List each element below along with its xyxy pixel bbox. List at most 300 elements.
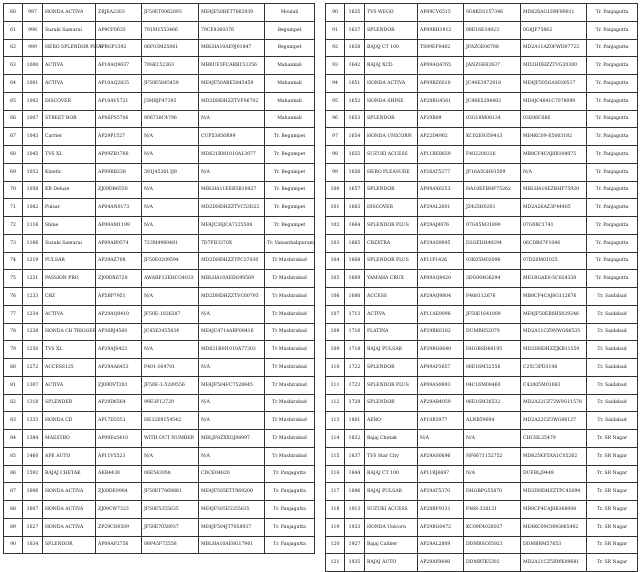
engine-number: N/A bbox=[142, 288, 199, 306]
chassis-number: 07D20M01025 bbox=[521, 252, 587, 270]
engine-number: 906730C4796 bbox=[142, 110, 199, 128]
record-number: 998 bbox=[23, 21, 43, 39]
table-row bbox=[326, 376, 638, 394]
police-station: Tr Mushirabad bbox=[265, 288, 315, 306]
police-station: Tr Mushirabad bbox=[265, 447, 315, 465]
chassis-number: DDMBRM57653 bbox=[521, 536, 587, 554]
chassis-number: 06CDB07F1046 bbox=[521, 234, 587, 252]
record-number: 1318 bbox=[23, 394, 43, 412]
serial-number: 76 bbox=[4, 288, 23, 306]
registration-number: AP22D4902 bbox=[418, 128, 464, 146]
serial-number: 93 bbox=[326, 57, 345, 75]
engine-number: J3MBJF47392 bbox=[142, 92, 199, 110]
vehicle-make: HONDA ACTIVA bbox=[43, 4, 96, 22]
record-number: 1927 bbox=[345, 536, 365, 554]
police-station: Tr. Saidabad bbox=[587, 376, 638, 394]
chassis-number: N/A bbox=[199, 394, 265, 412]
vehicle-make: BAJAJ CHETAK bbox=[43, 465, 96, 483]
record-number: 1635 bbox=[345, 4, 365, 22]
table-row bbox=[326, 430, 638, 448]
registration-number: TS09EF0402 bbox=[418, 39, 464, 57]
vehicle-make: SPLENDER bbox=[43, 394, 96, 412]
police-station: Tr. Panjagutta bbox=[587, 110, 638, 128]
police-station: Mahankali bbox=[265, 92, 315, 110]
vehicle-make: YAMAHA CRUX bbox=[365, 270, 418, 288]
engine-number: F401-164701 bbox=[142, 359, 199, 377]
registration-number: AP29AL2809 bbox=[418, 536, 464, 554]
chassis-number: CDCE04820 bbox=[199, 465, 265, 483]
vehicle-make: BAJAJ XCD bbox=[365, 57, 418, 75]
chassis-number: MBLHA10AE9J01847 bbox=[199, 39, 265, 57]
table-row bbox=[4, 536, 315, 554]
registration-number: ZJ09DX6720 bbox=[96, 270, 142, 288]
chassis-number: ME4KC09-E5003182 bbox=[521, 128, 587, 146]
registration-number: AP17D3551 bbox=[96, 412, 142, 430]
table-row bbox=[4, 359, 315, 377]
registration-number: AP09BZ6010 bbox=[418, 75, 464, 93]
vehicle-make: BAJAJ PULSAR bbox=[365, 483, 418, 501]
serial-number: 104 bbox=[326, 252, 345, 270]
police-station: Tr. Saidabad bbox=[587, 288, 638, 306]
registration-number: AP29AY0648 bbox=[418, 554, 464, 572]
chassis-number: MD2A22CZ3WG06127 bbox=[521, 412, 587, 430]
record-number: 1052 bbox=[23, 163, 43, 181]
record-number: 1637 bbox=[345, 21, 365, 39]
record-number: 1002 bbox=[23, 92, 43, 110]
registration-number: AP09BH1912 bbox=[418, 21, 464, 39]
police-station: Tr Mushirabad bbox=[265, 270, 315, 288]
vehicle-make: APE AUTO bbox=[43, 447, 96, 465]
chassis-number: N/A bbox=[199, 110, 265, 128]
record-number: 1638 bbox=[345, 39, 365, 57]
registration-number: AP29BG0640 bbox=[418, 341, 464, 359]
engine-number: WITH OUT NUMBER bbox=[142, 430, 199, 448]
serial-number: 114 bbox=[326, 430, 345, 448]
registration-number: AP09AB9574 bbox=[96, 234, 142, 252]
table-row bbox=[326, 501, 638, 519]
record-number: 1045 bbox=[23, 146, 43, 164]
police-station: Tr Mushirabad bbox=[265, 394, 315, 412]
police-station: Tr. Panjagutta bbox=[587, 39, 638, 57]
chassis-number: ME4JF50ABE5845459 bbox=[199, 75, 265, 93]
police-station: Mahankali bbox=[265, 57, 315, 75]
registration-number: AP11AE9096 bbox=[418, 305, 464, 323]
registration-number: APS6PS5706 bbox=[96, 110, 142, 128]
registration-number: AP29AA6453 bbox=[96, 359, 142, 377]
engine-number: JF50ET0062093 bbox=[142, 4, 199, 22]
engine-number: N/A bbox=[142, 199, 199, 217]
engine-number: 391J452613J8 bbox=[142, 163, 199, 181]
engine-number: DDMBTK5302 bbox=[464, 554, 521, 572]
chassis-number: MBRUF3FCARB153356 bbox=[199, 57, 265, 75]
police-station: Tr. Panjagutta bbox=[587, 199, 638, 217]
chassis-number: MBLHA10AEDG99569 bbox=[199, 270, 265, 288]
vehicle-make: AERO bbox=[365, 412, 418, 430]
table-row bbox=[326, 234, 638, 252]
serial-number: 96 bbox=[326, 110, 345, 128]
serial-number: 106 bbox=[326, 288, 345, 306]
table-row bbox=[326, 163, 638, 181]
table-row bbox=[4, 163, 315, 181]
registration-number: ZP29CO0509 bbox=[96, 518, 142, 536]
table-row bbox=[4, 252, 315, 270]
registration-number: AP09AS9893 bbox=[418, 376, 464, 394]
engine-number: DDMBSC65921 bbox=[464, 536, 521, 554]
registration-number: AP09AF2756 bbox=[96, 536, 142, 554]
table-row bbox=[326, 128, 638, 146]
police-station: Tr. Panjagutta bbox=[587, 128, 638, 146]
serial-number: 94 bbox=[326, 75, 345, 93]
serial-number: 74 bbox=[4, 252, 23, 270]
police-station: Tr Mushirabad bbox=[265, 323, 315, 341]
serial-number: 62 bbox=[4, 39, 23, 57]
vehicle-make: Pulsar bbox=[43, 199, 96, 217]
chassis-number: MBLJF8ZXXGJ08997 bbox=[199, 430, 265, 448]
engine-number: 08E16E34923 bbox=[464, 21, 521, 39]
registration-number: ZJ09DB6550 bbox=[96, 181, 142, 199]
table-row bbox=[4, 483, 315, 501]
chassis-number: ME4KC09CH9G065402 bbox=[521, 518, 587, 536]
police-station: Mahankali bbox=[265, 110, 315, 128]
vehicle-make: HONDA ACTIVA bbox=[43, 501, 96, 519]
record-number: 1844 bbox=[345, 465, 365, 483]
vehicle-make: ACTIVA bbox=[43, 376, 96, 394]
engine-number: N/A bbox=[142, 217, 199, 235]
serial-number: 101 bbox=[326, 199, 345, 217]
engine-number: NF6671152752 bbox=[464, 447, 521, 465]
police-station: Tr Mushirabad bbox=[265, 305, 315, 323]
table-row bbox=[326, 252, 638, 270]
vehicle-make: CBZXTRA bbox=[365, 234, 418, 252]
vehicle-make: BAJAJ CT 100 bbox=[365, 39, 418, 57]
table-row bbox=[4, 21, 315, 39]
police-station: Tr. Panjagutta bbox=[587, 234, 638, 252]
table-row bbox=[4, 181, 315, 199]
record-number: 1722 bbox=[345, 359, 365, 377]
vehicle-make: SPLENDOR PLUS bbox=[365, 217, 418, 235]
record-number: 1653 bbox=[345, 110, 365, 128]
engine-number: 06F03M25061 bbox=[142, 39, 199, 57]
registration-number: AP09AP3657 bbox=[418, 359, 464, 377]
registration-number: AP11BE8659 bbox=[418, 146, 464, 164]
engine-number: JC44E3972918 bbox=[464, 75, 521, 93]
table-row bbox=[4, 146, 315, 164]
record-number: 1000 bbox=[23, 57, 43, 75]
table-row bbox=[4, 465, 315, 483]
engine-number: JFAZGE06708 bbox=[464, 39, 521, 57]
vehicle-make: SPLENDOR bbox=[43, 536, 96, 554]
engine-number: N/A bbox=[464, 465, 521, 483]
police-station: Tr Mushirabad bbox=[265, 341, 315, 359]
registration-number: AP11P1426 bbox=[418, 252, 464, 270]
police-station: Tr. Panjagutta bbox=[265, 536, 315, 554]
vehicle-make: ACCESS125 bbox=[43, 359, 96, 377]
table-row bbox=[326, 288, 638, 306]
vehicle-register-left bbox=[3, 3, 315, 554]
registration-number: AP10AV5721 bbox=[96, 92, 142, 110]
registration-number: AP9CF0635 bbox=[96, 21, 142, 39]
police-station: Tr Mushirabad bbox=[265, 252, 315, 270]
serial-number: 100 bbox=[326, 181, 345, 199]
table-row bbox=[4, 430, 315, 448]
serial-number: 121 bbox=[326, 554, 345, 572]
vehicle-make: BAJAJ AUTO bbox=[365, 554, 418, 572]
table-row bbox=[326, 21, 638, 39]
table-row bbox=[4, 39, 315, 57]
police-station: Tr Mushirabad bbox=[265, 376, 315, 394]
serial-number: 95 bbox=[326, 92, 345, 110]
engine-number: JF50E-1-5289556 bbox=[142, 376, 199, 394]
serial-number: 92 bbox=[326, 39, 345, 57]
registration-number: N/A bbox=[418, 430, 464, 448]
police-station: Tr. Panjagutta bbox=[265, 501, 315, 519]
registration-number: AP29AL2601 bbox=[418, 199, 464, 217]
chassis-number: MD2DHDHZZTPC37030 bbox=[199, 252, 265, 270]
engine-number: 06E16M26532 bbox=[464, 394, 521, 412]
chassis-number: MD625KF5XA1C05262 bbox=[521, 447, 587, 465]
vehicle-make: SPLENDOR bbox=[365, 21, 418, 39]
vehicle-make: HONDA CB TRIGGER bbox=[43, 323, 96, 341]
police-station: Tr. Saidabad bbox=[587, 341, 638, 359]
police-station: Tr Mushirabad bbox=[265, 359, 315, 377]
police-station: Tr. Begumpet bbox=[265, 199, 315, 217]
serial-number: 64 bbox=[4, 75, 23, 93]
registration-number: AP28BF9121 bbox=[418, 501, 464, 519]
vehicle-make: DISCOVER bbox=[365, 199, 418, 217]
chassis-number: MD2DHDHZZJKB11559 bbox=[521, 341, 587, 359]
police-station: Tr. Begumpet bbox=[265, 163, 315, 181]
serial-number: 79 bbox=[4, 341, 23, 359]
engine-number: KC02E9359413 bbox=[464, 128, 521, 146]
chassis-number: MBLHA11EEB5B10427 bbox=[199, 181, 265, 199]
vehicle-make: SUZUKI ACCESS bbox=[365, 501, 418, 519]
record-number: 1663 bbox=[345, 199, 365, 217]
vehicle-make: ACTIVA bbox=[43, 57, 96, 75]
police-station: Tr. Saidabad bbox=[587, 412, 638, 430]
police-station: Tr. SR Nagar bbox=[587, 554, 638, 572]
record-number: 999 bbox=[23, 39, 43, 57]
serial-number: 82 bbox=[4, 394, 23, 412]
police-station: Tr Mushirabad bbox=[265, 430, 315, 448]
serial-number: 67 bbox=[4, 128, 23, 146]
engine-number: 3DG004G6294 bbox=[464, 270, 521, 288]
police-station: Tr. Saidabad bbox=[587, 359, 638, 377]
chassis-number: C25C3PD3148 bbox=[521, 359, 587, 377]
registration-number: AP36BJ4560 bbox=[96, 323, 142, 341]
vehicle-make: HONDA UNICORN bbox=[365, 128, 418, 146]
table-row bbox=[326, 270, 638, 288]
table-row bbox=[326, 4, 638, 22]
record-number: 1837 bbox=[345, 447, 365, 465]
registration-number: AP09AQ4765 bbox=[418, 57, 464, 75]
chassis-number: MD4JC4841C7078090 bbox=[521, 92, 587, 110]
serial-number: 66 bbox=[4, 110, 23, 128]
serial-number: 103 bbox=[326, 234, 345, 252]
serial-number: 86 bbox=[4, 465, 23, 483]
engine-number: HA10EFBHF75262 bbox=[464, 181, 521, 199]
engine-number: 03G18M08134 bbox=[464, 110, 521, 128]
table-row bbox=[326, 217, 638, 235]
police-station: Tr. Panjagutta bbox=[587, 146, 638, 164]
table-row bbox=[4, 376, 315, 394]
table-row bbox=[4, 57, 315, 75]
police-station: Tr. Vanasthalipuram bbox=[265, 234, 315, 252]
serial-number: 60 bbox=[4, 4, 23, 22]
engine-number: 0G8KD1157346 bbox=[464, 4, 521, 22]
police-station: Tr. Panjagutta bbox=[587, 181, 638, 199]
chassis-number: MD621BM1010A13077 bbox=[199, 146, 265, 164]
table-row bbox=[4, 305, 315, 323]
chassis-number: N/A bbox=[199, 305, 265, 323]
serial-number: 119 bbox=[326, 518, 345, 536]
table-row bbox=[4, 323, 315, 341]
vehicle-make: TVS XL bbox=[43, 341, 96, 359]
table-row bbox=[4, 270, 315, 288]
registration-number: AP29AS0696 bbox=[418, 447, 464, 465]
serial-number: 88 bbox=[4, 501, 23, 519]
record-number: 1634 bbox=[23, 536, 43, 554]
serial-number: 85 bbox=[4, 447, 23, 465]
engine-number: JF50E5355635 bbox=[142, 501, 199, 519]
serial-number: 70 bbox=[4, 181, 23, 199]
engine-number: HE32E9154542 bbox=[142, 412, 199, 430]
chassis-number: C42005M01063 bbox=[521, 376, 587, 394]
table-row bbox=[4, 288, 315, 306]
registration-number: AP29AQ9804 bbox=[418, 288, 464, 306]
serial-number: 110 bbox=[326, 359, 345, 377]
table-row bbox=[326, 554, 638, 572]
vehicle-make: ACTIVA bbox=[43, 75, 96, 93]
police-station: Tr. SR Nagar bbox=[587, 501, 638, 519]
engine-number: 07G05M31890 bbox=[464, 217, 521, 235]
chassis-number: ME4JF505GAS030517 bbox=[521, 75, 587, 93]
serial-number: 109 bbox=[326, 341, 345, 359]
serial-number: 102 bbox=[326, 217, 345, 235]
vehicle-make: HONDA ACTIVA bbox=[365, 75, 418, 93]
record-number: 1657 bbox=[345, 181, 365, 199]
chassis-number: MD626AG1D9F89811 bbox=[521, 4, 587, 22]
vehicle-make: Kinetic bbox=[43, 163, 96, 181]
record-number: 1238 bbox=[23, 323, 43, 341]
vehicle-make: KB Deluxe bbox=[43, 181, 96, 199]
record-number: 1923 bbox=[345, 518, 365, 536]
registration-number: AP09AX6253 bbox=[418, 181, 464, 199]
serial-number: 98 bbox=[326, 146, 345, 164]
table-row bbox=[326, 146, 638, 164]
table-row bbox=[326, 341, 638, 359]
record-number: 1384 bbox=[23, 430, 43, 448]
police-station: Tr. Panjagutta bbox=[587, 57, 638, 75]
vehicle-make: STREET BOB bbox=[43, 110, 96, 128]
engine-number: D3GEDH49294 bbox=[464, 234, 521, 252]
engine-number: N/A bbox=[142, 128, 199, 146]
registration-number: AP26AT5277 bbox=[418, 163, 464, 181]
engine-number: 06E543958 bbox=[142, 465, 199, 483]
engine-number: N/A bbox=[142, 447, 199, 465]
vehicle-make: ACTIVA bbox=[365, 305, 418, 323]
record-number: 1116 bbox=[23, 217, 43, 235]
vehicle-make: SPLENDOR bbox=[365, 359, 418, 377]
police-station: Tr Mushirabad bbox=[265, 412, 315, 430]
record-number: 1166 bbox=[23, 234, 43, 252]
police-station: Tr. Begumpet bbox=[265, 128, 315, 146]
engine-number: JF50E-1026387 bbox=[142, 305, 199, 323]
engine-number: 79SK152363 bbox=[142, 57, 199, 75]
table-row bbox=[326, 518, 638, 536]
chassis-number: MD2DHDHZZTVC60793 bbox=[199, 288, 265, 306]
vehicle-make: Suzuki Samurai bbox=[43, 21, 96, 39]
chassis-number: ME4JC4714ABF08416 bbox=[199, 323, 265, 341]
record-number: 1652 bbox=[345, 92, 365, 110]
police-station: Tr. SR Nagar bbox=[587, 536, 638, 554]
serial-number: 115 bbox=[326, 447, 345, 465]
vehicle-make: DISCOVER bbox=[43, 92, 96, 110]
record-number: 1729 bbox=[345, 394, 365, 412]
police-station: Tr. SR Nagar bbox=[587, 465, 638, 483]
engine-number: DHGBSD60195 bbox=[464, 341, 521, 359]
vehicle-make: TVS XL bbox=[43, 146, 96, 164]
serial-number: 112 bbox=[326, 394, 345, 412]
registration-number: AP29P1527 bbox=[96, 128, 142, 146]
table-row bbox=[4, 447, 315, 465]
serial-number: 75 bbox=[4, 270, 23, 288]
engine-number: JF50ET7069881 bbox=[142, 483, 199, 501]
serial-number: 90 bbox=[326, 4, 345, 22]
police-station: Tr. Panjagutta bbox=[587, 75, 638, 93]
registration-number: AP29AZ708 bbox=[96, 252, 142, 270]
table-row bbox=[4, 501, 315, 519]
record-number: 1718 bbox=[345, 341, 365, 359]
table-row bbox=[326, 483, 638, 501]
serial-number: 61 bbox=[4, 21, 23, 39]
registration-number: AP29D6564 bbox=[96, 394, 142, 412]
police-station: Moulali bbox=[265, 4, 315, 22]
record-number: 1272 bbox=[23, 359, 43, 377]
engine-number: 723M4960481 bbox=[142, 234, 199, 252]
police-station: Begumpet bbox=[265, 39, 315, 57]
police-station: Tr. SR Nagar bbox=[587, 430, 638, 448]
serial-number: 99 bbox=[326, 163, 345, 181]
vehicle-make: PLATINA bbox=[365, 323, 418, 341]
table-row bbox=[326, 447, 638, 465]
registration-number: AP29AJ0423 bbox=[96, 341, 142, 359]
chassis-number: MB8CF4CAJ8B368098 bbox=[521, 501, 587, 519]
police-station: Tr. Panjagutta bbox=[265, 518, 315, 536]
engine-number: 06E16M32556 bbox=[464, 359, 521, 377]
engine-number: JC48E5298482 bbox=[464, 92, 521, 110]
table-row bbox=[326, 465, 638, 483]
registration-number: AP10B3977 bbox=[418, 412, 464, 430]
serial-number: 91 bbox=[326, 21, 345, 39]
chassis-number: ME4JF504FC7528845 bbox=[199, 376, 265, 394]
table-row bbox=[326, 39, 638, 57]
table-row bbox=[326, 323, 638, 341]
record-number: 1665 bbox=[345, 234, 365, 252]
engine-number: KC09E4026037 bbox=[464, 518, 521, 536]
serial-number: 113 bbox=[326, 412, 345, 430]
vehicle-make: Bajaj Caliber bbox=[365, 536, 418, 554]
table-row bbox=[4, 128, 315, 146]
vehicle-make: BAJAJ PULSAR bbox=[365, 341, 418, 359]
serial-number: 117 bbox=[326, 483, 345, 501]
police-station: Tr. SR Nagar bbox=[587, 483, 638, 501]
serial-number: 108 bbox=[326, 323, 345, 341]
engine-number: 791M1553466 bbox=[142, 21, 199, 39]
chassis-number: 0G8JF75862 bbox=[521, 21, 587, 39]
record-number: 1043 bbox=[23, 128, 43, 146]
engine-number: N/A bbox=[464, 430, 521, 448]
record-number: 1219 bbox=[23, 252, 43, 270]
